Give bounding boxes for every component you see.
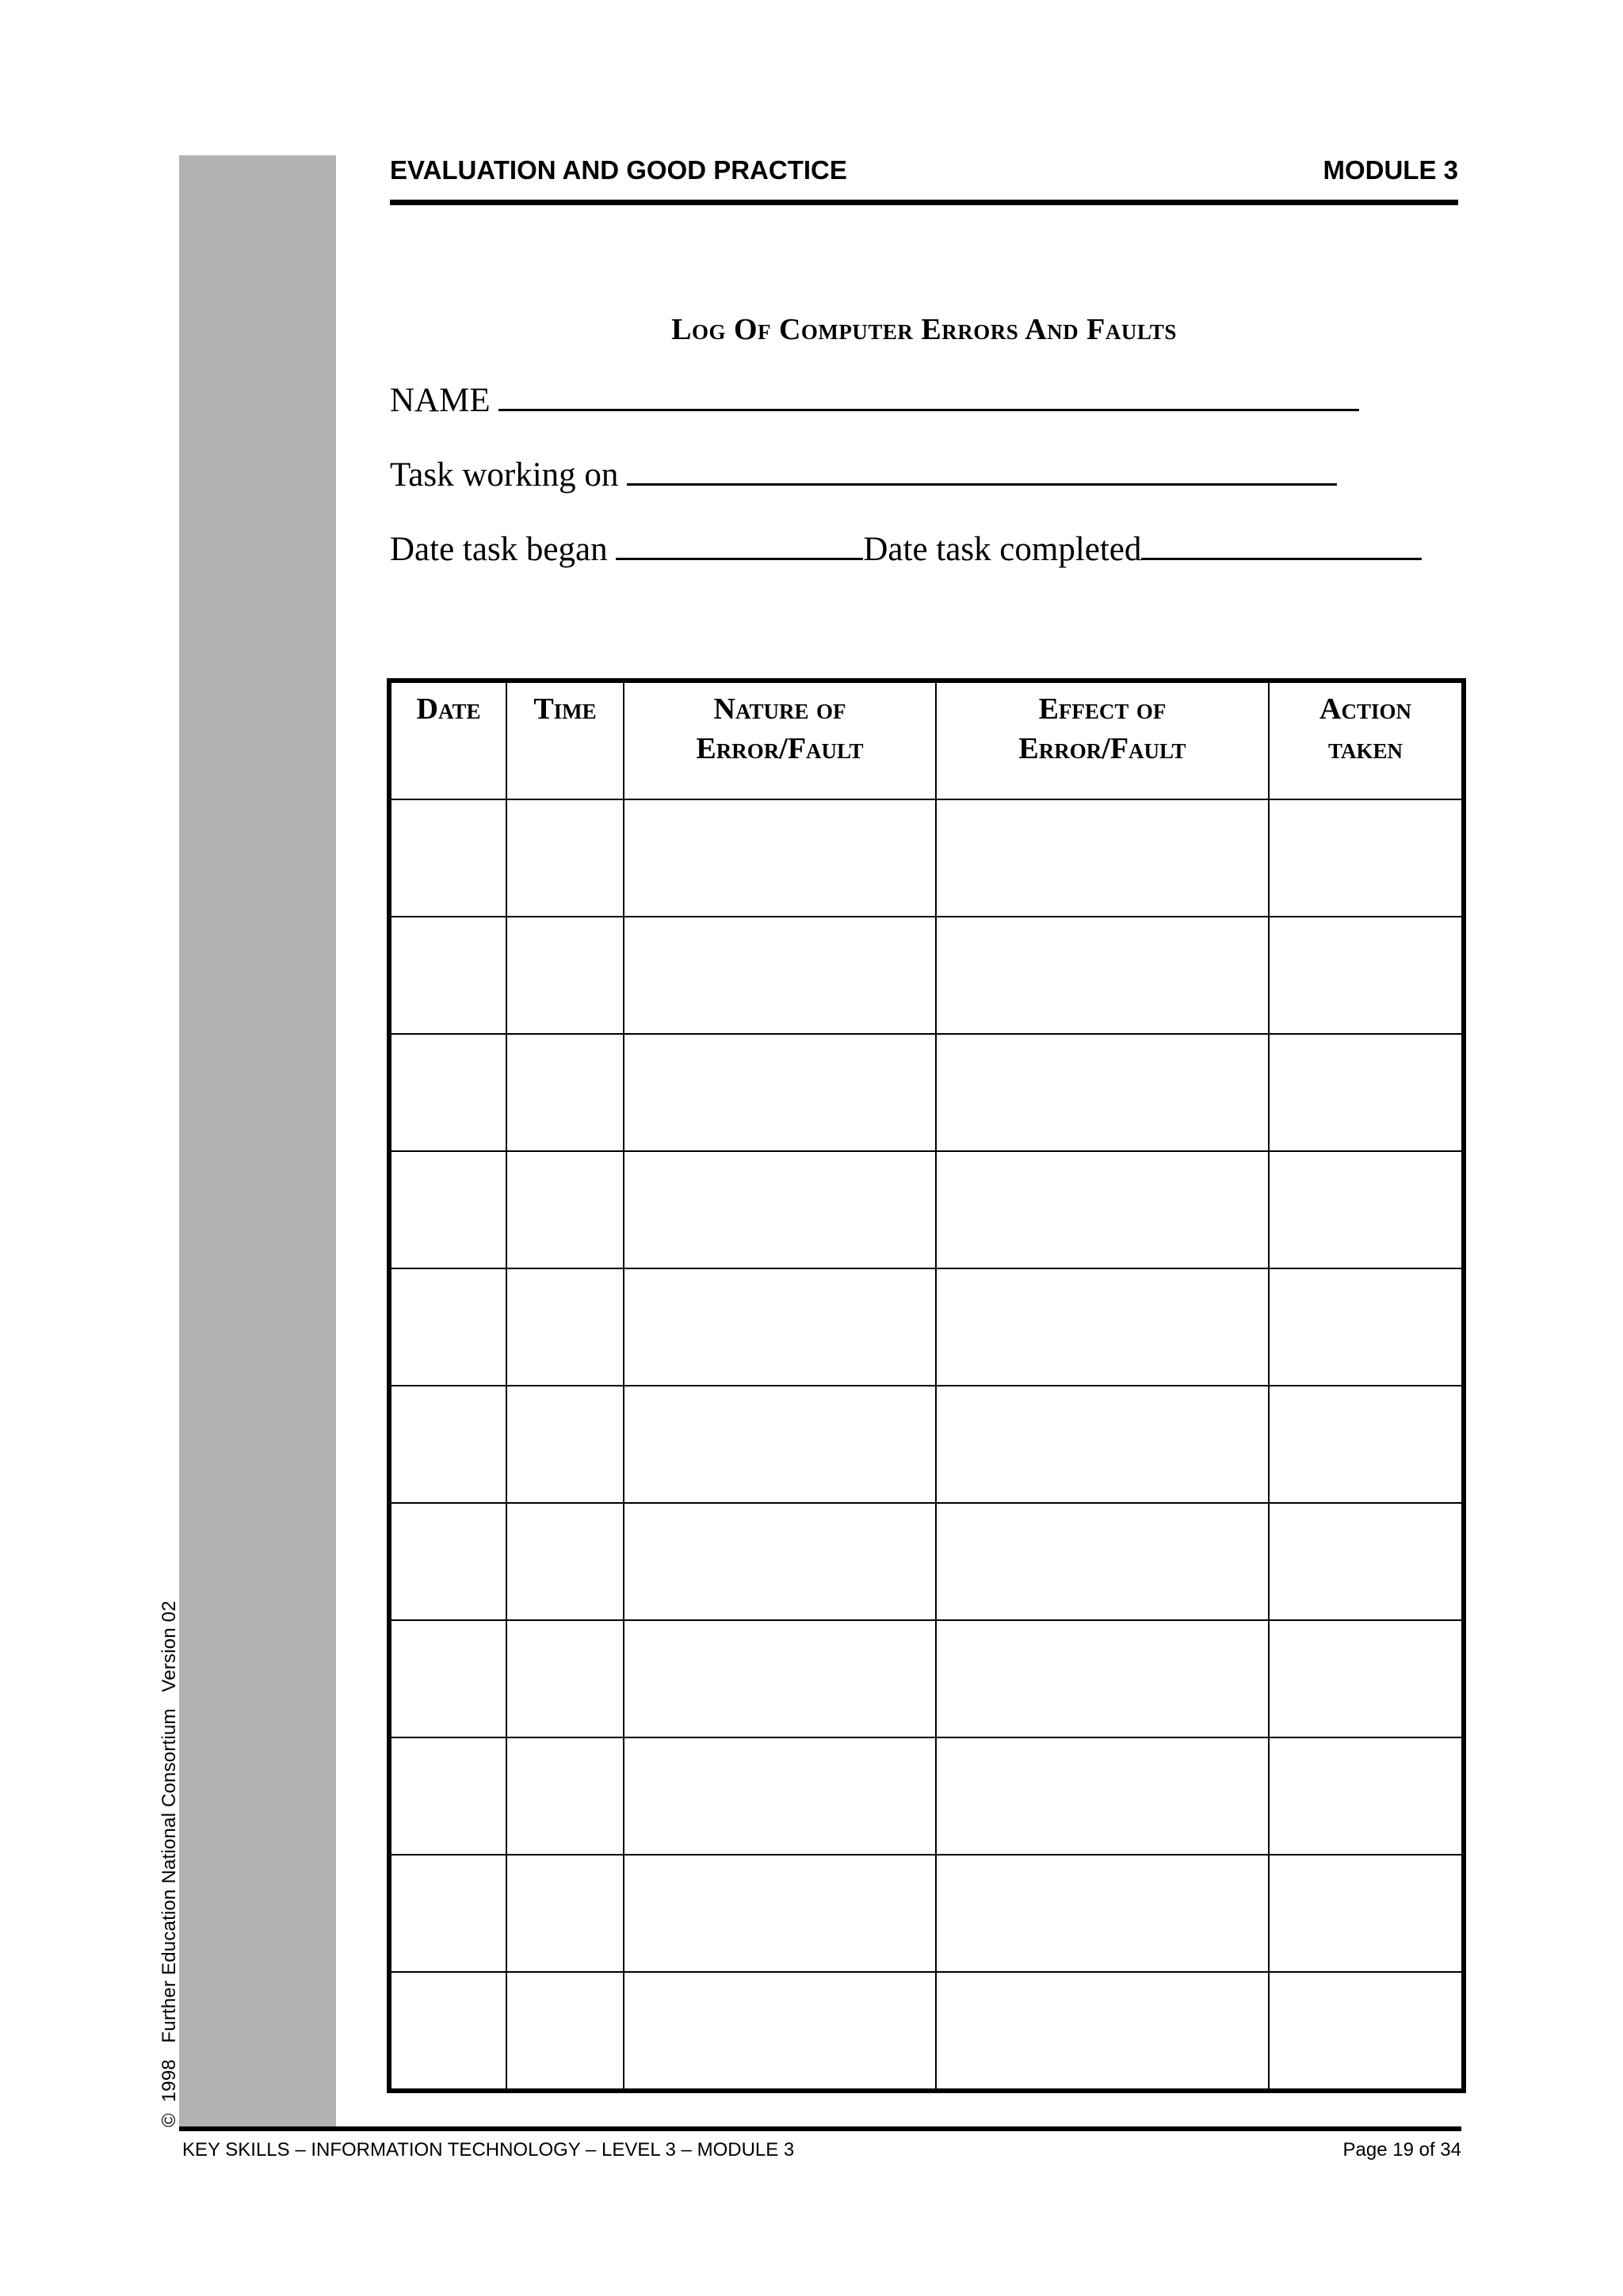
page-number: Page 19 of 34 (1342, 2139, 1461, 2161)
table-cell[interactable] (506, 1386, 624, 1503)
table-cell[interactable] (1269, 1386, 1464, 1503)
table-cell[interactable] (624, 1737, 936, 1855)
table-cell[interactable] (936, 1503, 1269, 1620)
table-cell[interactable] (506, 1503, 624, 1620)
table-cell[interactable] (936, 1151, 1269, 1268)
task-field[interactable] (390, 453, 1337, 494)
table-cell[interactable] (1269, 1268, 1464, 1386)
name-field[interactable] (390, 379, 1359, 420)
table-cell[interactable] (389, 1386, 506, 1503)
column-header (624, 681, 936, 799)
table-cell[interactable] (1269, 1034, 1464, 1151)
task-label: Task working on (390, 456, 619, 494)
table-row (389, 1034, 1464, 1151)
column-header (936, 681, 1269, 799)
table-cell[interactable] (389, 917, 506, 1034)
date-fields[interactable] (390, 528, 1422, 569)
column-header-text: Effect of (1038, 692, 1167, 726)
column-header-text: Error/Fault (696, 732, 864, 765)
table-row (389, 1386, 1464, 1503)
name-line[interactable] (498, 379, 1359, 411)
section-title: EVALUATION AND GOOD PRACTICE (390, 155, 847, 185)
table-row (389, 799, 1464, 917)
table-cell[interactable] (1269, 1620, 1464, 1737)
table-row (389, 1268, 1464, 1386)
sidebar-strip (179, 155, 336, 2128)
table-row (389, 1737, 1464, 1855)
table-header-row (389, 681, 1464, 799)
date-completed-line[interactable] (1141, 528, 1422, 560)
table-row (389, 1972, 1464, 2091)
footer-course-title: KEY SKILLS – INFORMATION TECHNOLOGY – LEVEL 3 – MODULE 3 (182, 2139, 795, 2161)
date-began-line[interactable] (616, 528, 863, 560)
table-row (389, 917, 1464, 1034)
table-cell[interactable] (936, 1034, 1269, 1151)
table-cell[interactable] (624, 1386, 936, 1503)
page-header (390, 155, 1458, 205)
table-cell[interactable] (936, 1972, 1269, 2091)
form-title: Log Of Computer Errors And Faults (671, 313, 1177, 346)
column-header-text: Time (533, 692, 597, 726)
table-cell[interactable] (506, 1151, 624, 1268)
table-cell[interactable] (936, 1620, 1269, 1737)
table-row (389, 1151, 1464, 1268)
column-header-text: taken (1327, 732, 1403, 765)
table-cell[interactable] (506, 1268, 624, 1386)
error-log-table (387, 678, 1466, 2093)
table-cell[interactable] (506, 799, 624, 917)
column-header-text: Date (416, 692, 481, 726)
date-began-label: Date task began (390, 531, 608, 568)
column-header (506, 681, 624, 799)
table-cell[interactable] (936, 917, 1269, 1034)
table-cell[interactable] (624, 1503, 936, 1620)
table-cell[interactable] (624, 1151, 936, 1268)
table-row (389, 1855, 1464, 1972)
column-header-text: Error/Fault (1018, 732, 1186, 765)
table-cell[interactable] (624, 1855, 936, 1972)
table-cell[interactable] (389, 799, 506, 917)
table-cell[interactable] (389, 1855, 506, 1972)
page-footer (179, 2126, 1461, 2161)
name-label: NAME (390, 382, 491, 419)
table-cell[interactable] (624, 1972, 936, 2091)
table-cell[interactable] (1269, 1737, 1464, 1855)
table-cell[interactable] (936, 799, 1269, 917)
table-cell[interactable] (936, 1737, 1269, 1855)
table-cell[interactable] (936, 1268, 1269, 1386)
table-cell[interactable] (389, 1503, 506, 1620)
table-row (389, 1503, 1464, 1620)
table-cell[interactable] (1269, 1855, 1464, 1972)
table-cell[interactable] (506, 917, 624, 1034)
date-completed-label: Date task completed (863, 531, 1142, 568)
table-cell[interactable] (936, 1855, 1269, 1972)
table-cell[interactable] (936, 1386, 1269, 1503)
table-cell[interactable] (1269, 1972, 1464, 2091)
table-cell[interactable] (389, 1737, 506, 1855)
table-cell[interactable] (1269, 917, 1464, 1034)
table-cell[interactable] (624, 799, 936, 917)
table-cell[interactable] (506, 1620, 624, 1737)
column-header-text: Action (1319, 692, 1411, 726)
table-cell[interactable] (506, 1855, 624, 1972)
table-cell[interactable] (389, 1268, 506, 1386)
table-cell[interactable] (624, 1034, 936, 1151)
table-cell[interactable] (624, 1620, 936, 1737)
module-label: MODULE 3 (1323, 155, 1458, 185)
table-cell[interactable] (506, 1737, 624, 1855)
table-cell[interactable] (624, 917, 936, 1034)
table-cell[interactable] (389, 1972, 506, 2091)
table-cell[interactable] (506, 1972, 624, 2091)
table-cell[interactable] (1269, 1503, 1464, 1620)
table-cell[interactable] (1269, 799, 1464, 917)
table-cell[interactable] (506, 1034, 624, 1151)
table-cell[interactable] (624, 1268, 936, 1386)
table-cell[interactable] (389, 1151, 506, 1268)
column-header-text: Nature of (713, 692, 846, 726)
copyright-notice: © 1998 Further Education National Consortium Version 02 (158, 1600, 180, 2127)
column-header (1269, 681, 1464, 799)
table-cell[interactable] (1269, 1151, 1464, 1268)
table-row (389, 1620, 1464, 1737)
column-header (389, 681, 506, 799)
table-cell[interactable] (389, 1620, 506, 1737)
task-line[interactable] (627, 453, 1337, 486)
table-cell[interactable] (389, 1034, 506, 1151)
